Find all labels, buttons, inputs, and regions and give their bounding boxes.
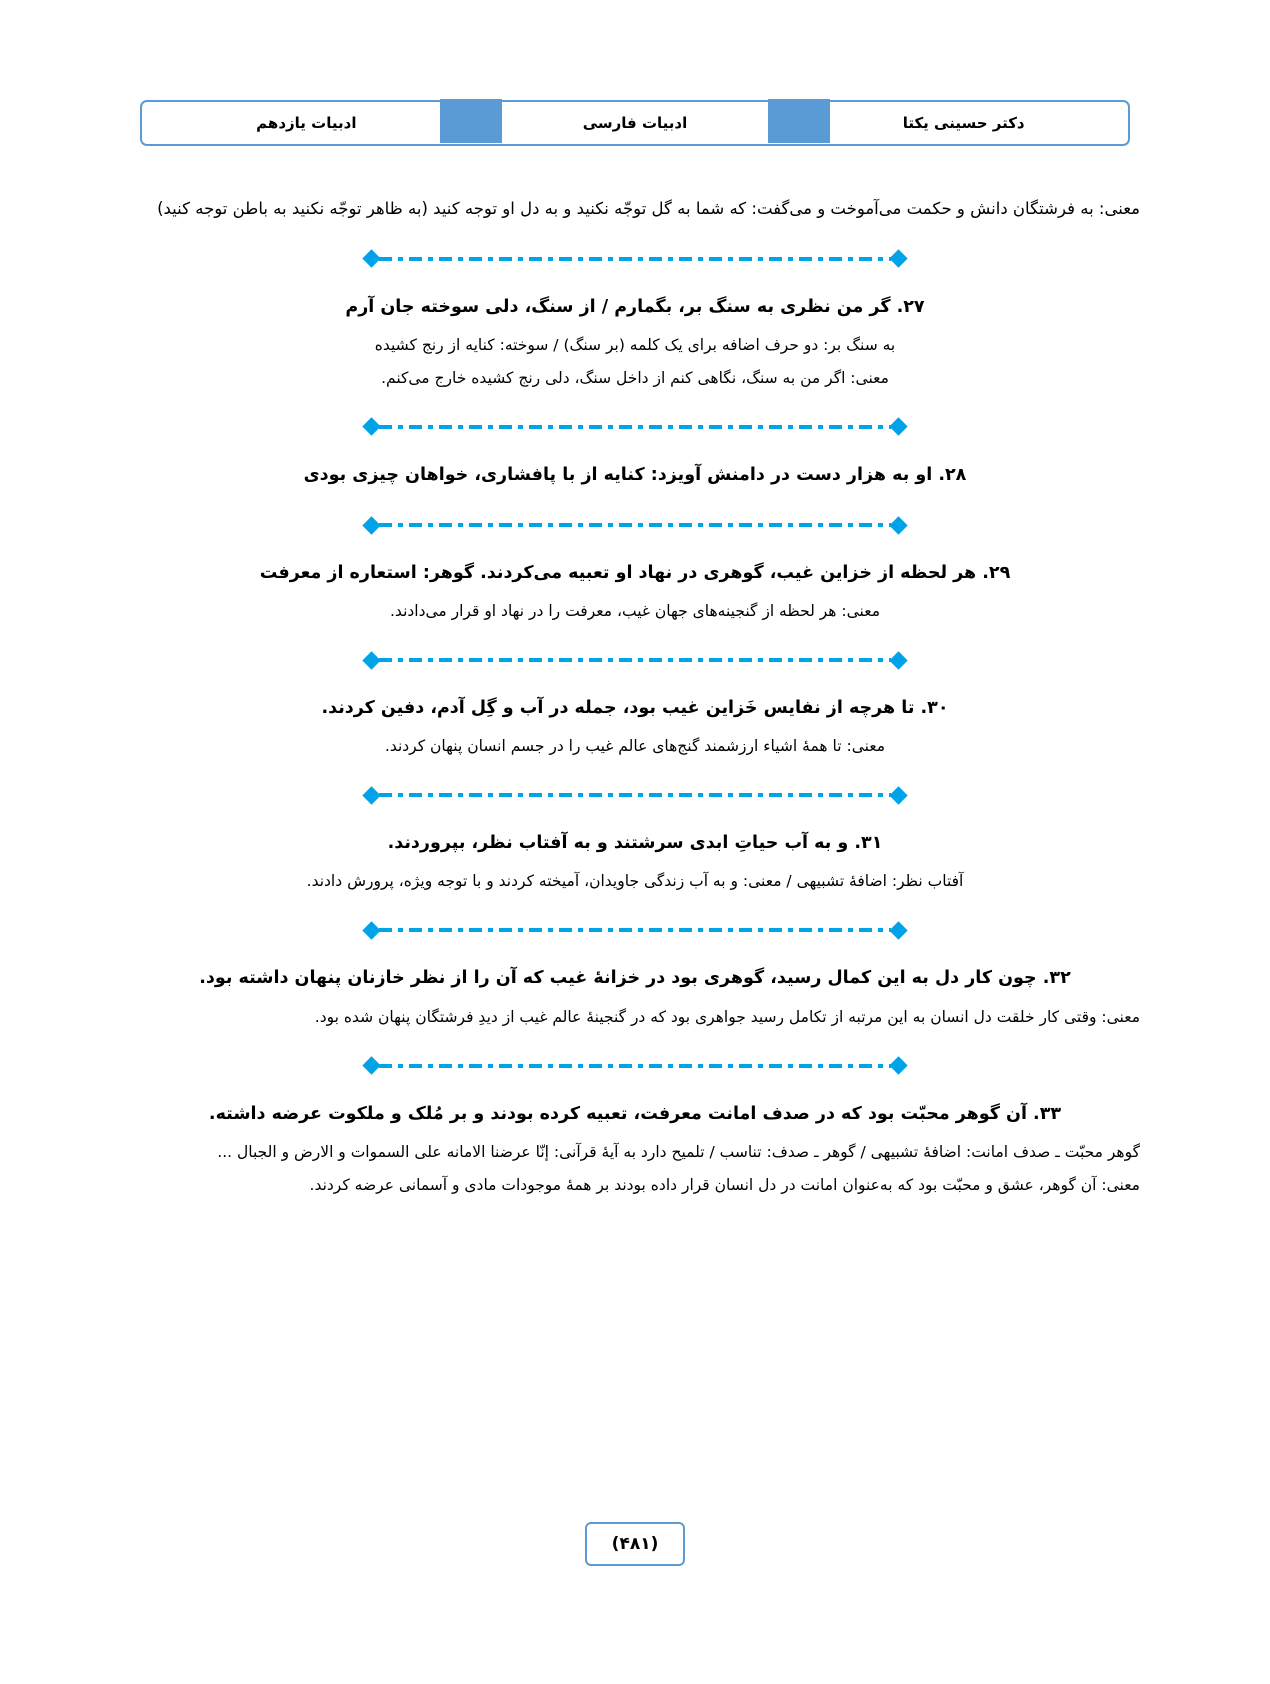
dashed-line [379, 425, 891, 429]
page-content [0, 192, 1270, 1201]
verse-line: ۲۷. گر من نظری به سنگ بر، بگمارم / از سنگ، دلی سوخته جان آرم [345, 296, 925, 317]
header-tab-divider-2 [440, 99, 502, 143]
verse-line: ۳۳. آن گوهر محبّت بود که در صدف امانت معرفت، تعبیه کرده بودند و بر مُلک و ملکوت عرضه داشته. [208, 1103, 1062, 1124]
header-subject: ادبیات فارسی [582, 114, 688, 132]
diamond-icon [889, 418, 907, 436]
section-divider [130, 1055, 1140, 1077]
page-header [0, 0, 1270, 146]
verse-meaning: معنی: تا همهٔ اشیاء ارزشمند گنج‌های عالم غیب را در جسم انسان پنهان کردند. [384, 737, 886, 756]
verse-meaning: معنی: اگر من به سنگ، نگاهی کنم از داخل سنگ، دلی رنج کشیده خارج می‌کنم. [381, 368, 889, 387]
verse-line: ۳۰. تا هرچه از نفایس خَزاین غیب بود، جمله در آب و گِل آدم، دفین کردند. [321, 698, 949, 719]
verse-block [130, 556, 1140, 627]
diamond-icon [362, 1056, 380, 1074]
verse-meaning: آفتاب نظر: اضافهٔ تشبیهی / معنی: و به آب زندگی جاویدان، آمیخته کردند و با توجه ویژه، پرورش دادند. [306, 872, 964, 891]
section-divider [130, 416, 1140, 438]
header-author: دکتر حسینی یکتا [902, 114, 1025, 132]
diamond-icon [362, 250, 380, 268]
header-grade: ادبیات یازدهم [256, 114, 357, 132]
dashed-line [379, 658, 891, 662]
diamond-icon [889, 786, 907, 804]
verse-line: ۳۲. چون کار دل به این کمال رسید، گوهری بود در خزانهٔ غیب که آن را از نظر خازنان پنهان داشته بود. [199, 968, 1071, 989]
diamond-icon [362, 418, 380, 436]
verse-meaning: معنی: آن گوهر، عشق و محبّت بود که به‌عنوان امانت در دل انسان قرار داده بودند بر همهٔ موجودات مادی و آسمانی عرضه کردند. [309, 1175, 1140, 1194]
verse-line: ۲۹. هر لحظه از خزاین غیب، گوهری در نهاد او تعبیه می‌کردند. گوهر: استعاره از معرفت [259, 563, 1011, 584]
section-divider [130, 649, 1140, 671]
verse-meaning: معنی: هر لحظه از گنجینه‌های جهان غیب، معرفت را در نهاد او قرار می‌دادند. [390, 602, 880, 621]
intro-paragraph: معنی: به فرشتگان دانش و حکمت می‌آموخت و می‌گفت: که شما به گل توجّه نکنید و به دل او توجه کنید (به ظاهر توجّه نکنید به باطن توجه کنید) [157, 199, 1140, 218]
verse-line: ۳۱. و به آب حیاتِ ابدی سرشتند و به آفتاب نظر، بپروردند. [387, 833, 883, 854]
verse-block [130, 290, 1140, 394]
diamond-icon [889, 921, 907, 939]
diamond-icon [889, 250, 907, 268]
verse-note: به سنگ بر: دو حرف اضافه برای یک کلمه (بر سنگ) / سوخته: کنایه از رنج کشیده [374, 335, 896, 354]
diamond-icon [889, 516, 907, 534]
section-divider [130, 514, 1140, 536]
page-number: (۴۸۱) [585, 1522, 685, 1566]
section-divider [130, 919, 1140, 941]
verse-note: گوهر محبّت ـ صدف امانت: اضافهٔ تشبیهی / گوهر ـ صدف: تناسب / تلمیح دارد به آیهٔ قرآنی: إنّا عرضنا الامانه علی السموات و الارض و الجبال ... [217, 1142, 1140, 1161]
verse-block [130, 691, 1140, 762]
verse-block [130, 826, 1140, 897]
diamond-icon [362, 651, 380, 669]
section-divider [130, 248, 1140, 270]
dashed-line [379, 928, 891, 932]
diamond-icon [362, 786, 380, 804]
diamond-icon [362, 921, 380, 939]
verse-block [130, 961, 1140, 1032]
header-tab-divider-1 [768, 99, 830, 143]
verse-line: ۲۸. او به هزار دست در دامنش آویزد: کنایه از با پافشاری، خواهان چیزی بودی [303, 464, 967, 485]
dashed-line [379, 1064, 891, 1068]
diamond-icon [889, 651, 907, 669]
dashed-line [379, 257, 891, 261]
dashed-line [379, 793, 891, 797]
section-divider [130, 784, 1140, 806]
diamond-icon [889, 1056, 907, 1074]
verse-block [130, 458, 1140, 492]
header-bar [140, 100, 1130, 146]
verse-meaning: معنی: وقتی کار خلقت دل انسان به این مرتبه از تکامل رسید جواهری بود که در گنجینهٔ عالم غیب از دیدِ فرشتگان پنهان شده بود. [314, 1007, 1140, 1026]
page-footer [0, 1522, 1270, 1566]
dashed-line [379, 523, 891, 527]
diamond-icon [362, 516, 380, 534]
verse-block [130, 1097, 1140, 1201]
